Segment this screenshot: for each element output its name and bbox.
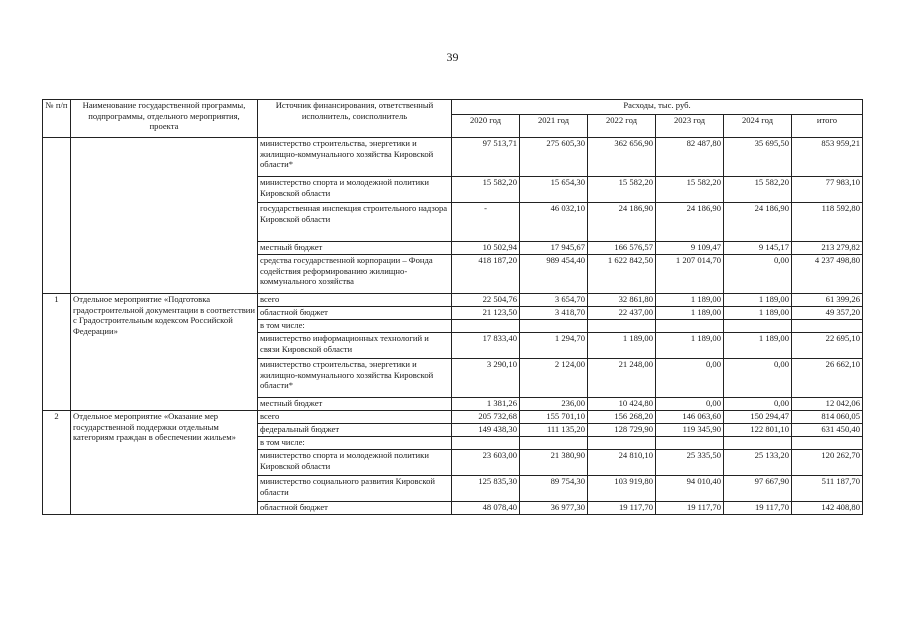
year-value: 22 437,00 [588,307,656,320]
total-value: 213 279,82 [792,242,863,255]
year-value: 94 010,40 [656,476,724,502]
funding-source: всего [258,411,452,424]
total-value: 120 262,70 [792,450,863,476]
total-value: 853 959,21 [792,138,863,177]
page-number: 39 [446,50,459,64]
total-value: 142 408,80 [792,502,863,515]
total-value: 12 042,06 [792,398,863,411]
funding-source: в том числе: [258,437,452,450]
funding-source: министерство спорта и молодежной политики Кировской области [258,450,452,476]
measure-name: Отдельное мероприятие «Подготовка градостроительной документации в соответствии с Градостроительным кодексом Российской Федерации» [71,294,258,411]
year-value: 1 189,00 [656,333,724,359]
year-value: 119 345,90 [656,424,724,437]
year-value: 103 919,80 [588,476,656,502]
total-value: 814 060,05 [792,411,863,424]
header-year: 2022 год [588,115,656,138]
year-value: 17 833,40 [452,333,520,359]
total-value: 118 592,80 [792,203,863,242]
year-value: 32 861,80 [588,294,656,307]
year-value: 97 667,90 [724,476,792,502]
year-value: 0,00 [656,398,724,411]
funding-source: министерство строительства, энергетики и жилищно-коммунального хозяйства Кировской области* [258,359,452,398]
total-value: 631 450,40 [792,424,863,437]
funding-source: местный бюджет [258,398,452,411]
table-row [43,411,863,424]
year-value: 25 133,20 [724,450,792,476]
year-value: 0,00 [724,359,792,398]
year-value: 2 124,00 [520,359,588,398]
year-value: 24 186,90 [656,203,724,242]
funding-source: областной бюджет [258,307,452,320]
year-value: 156 268,20 [588,411,656,424]
table-row [43,294,863,307]
funding-source: в том числе: [258,320,452,333]
year-value: 1 622 842,50 [588,255,656,294]
funding-source: федеральный бюджет [258,424,452,437]
year-value: 23 603,00 [452,450,520,476]
measure-name: Отдельное мероприятие «Оказание мер государственной поддержки отдельным категориям граждан в обеспечении жильем» [71,411,258,515]
year-value: 1 189,00 [724,294,792,307]
year-value: 24 186,90 [724,203,792,242]
year-value: 362 656,90 [588,138,656,177]
year-value [520,320,588,333]
total-value: 26 662,10 [792,359,863,398]
year-value: 0,00 [724,398,792,411]
year-value: 122 801,10 [724,424,792,437]
year-value: 10 424,80 [588,398,656,411]
year-value: 17 945,67 [520,242,588,255]
year-value [724,320,792,333]
year-value: 1 381,26 [452,398,520,411]
year-value: 0,00 [724,255,792,294]
year-value: 15 582,20 [452,177,520,203]
total-value: 49 357,20 [792,307,863,320]
year-value: 15 582,20 [724,177,792,203]
total-value: 4 237 498,80 [792,255,863,294]
year-value: 15 582,20 [588,177,656,203]
row-number: 1 [43,294,71,411]
table-row [43,138,863,177]
year-value [452,320,520,333]
year-value: 19 117,70 [588,502,656,515]
year-value: 21 248,00 [588,359,656,398]
year-value: 146 063,60 [656,411,724,424]
year-value: 128 729,90 [588,424,656,437]
total-value [792,320,863,333]
year-value: 22 504,76 [452,294,520,307]
year-value [656,437,724,450]
year-value: 111 135,20 [520,424,588,437]
funding-source: всего [258,294,452,307]
header-expenses: Расходы, тыс. руб. [452,100,863,115]
year-value: 1 189,00 [656,294,724,307]
funding-source: средства государственной корпорации – Фонда содействия реформированию жилищно-коммунального хозяйства [258,255,452,294]
year-value: 3 654,70 [520,294,588,307]
year-value: 1 189,00 [588,333,656,359]
year-value: 89 754,30 [520,476,588,502]
year-value: 21 123,50 [452,307,520,320]
year-value: 10 502,94 [452,242,520,255]
header-year: 2021 год [520,115,588,138]
funding-source: государственная инспекция строительного надзора Кировской области [258,203,452,242]
header-name: Наименование государственной программы, подпрограммы, отдельного мероприятия, проекта [71,100,258,138]
year-value: 1 189,00 [724,333,792,359]
funding-source: местный бюджет [258,242,452,255]
year-value: 1 189,00 [724,307,792,320]
funding-source: министерство спорта и молодежной политики Кировской области [258,177,452,203]
total-value: 61 399,26 [792,294,863,307]
year-value: 36 977,30 [520,502,588,515]
header-source: Источник финансирования, ответственный исполнитель, соисполнитель [258,100,452,138]
year-value: 205 732,68 [452,411,520,424]
year-value: 1 189,00 [656,307,724,320]
total-value: 77 983,10 [792,177,863,203]
year-value [588,437,656,450]
header-num: № п/п [43,100,71,138]
year-value: 97 513,71 [452,138,520,177]
year-value: 1 207 014,70 [656,255,724,294]
measure-name [71,138,258,294]
row-number [43,138,71,294]
year-value: 236,00 [520,398,588,411]
year-value: 48 078,40 [452,502,520,515]
year-value [588,320,656,333]
year-value: 1 294,70 [520,333,588,359]
year-value: 3 418,70 [520,307,588,320]
year-value: 21 380,90 [520,450,588,476]
header-year: 2020 год [452,115,520,138]
total-value: 511 187,70 [792,476,863,502]
expenses-table [42,99,863,515]
year-value: - [452,203,520,242]
total-value: 22 695,10 [792,333,863,359]
year-value: 24 186,90 [588,203,656,242]
year-value: 35 695,50 [724,138,792,177]
year-value: 19 117,70 [724,502,792,515]
year-value: 15 654,30 [520,177,588,203]
year-value: 275 605,30 [520,138,588,177]
funding-source: областной бюджет [258,502,452,515]
year-value: 15 582,20 [656,177,724,203]
year-value: 418 187,20 [452,255,520,294]
funding-source: министерство социального развития Кировской области [258,476,452,502]
year-value: 989 454,40 [520,255,588,294]
year-value: 125 835,30 [452,476,520,502]
header-year: 2024 год [724,115,792,138]
funding-source: министерство информационных технологий и связи Кировской области [258,333,452,359]
year-value: 0,00 [656,359,724,398]
year-value: 9 145,17 [724,242,792,255]
year-value [452,437,520,450]
year-value [724,437,792,450]
year-value: 24 810,10 [588,450,656,476]
row-number: 2 [43,411,71,515]
year-value [520,437,588,450]
year-value: 19 117,70 [656,502,724,515]
year-value: 166 576,57 [588,242,656,255]
year-value: 25 335,50 [656,450,724,476]
funding-source: министерство строительства, энергетики и жилищно-коммунального хозяйства Кировской области* [258,138,452,177]
header-year: 2023 год [656,115,724,138]
header-total: итого [792,115,863,138]
year-value [656,320,724,333]
year-value: 82 487,80 [656,138,724,177]
year-value: 46 032,10 [520,203,588,242]
year-value: 155 701,10 [520,411,588,424]
year-value: 3 290,10 [452,359,520,398]
year-value: 9 109,47 [656,242,724,255]
year-value: 150 294,47 [724,411,792,424]
year-value: 149 438,30 [452,424,520,437]
total-value [792,437,863,450]
